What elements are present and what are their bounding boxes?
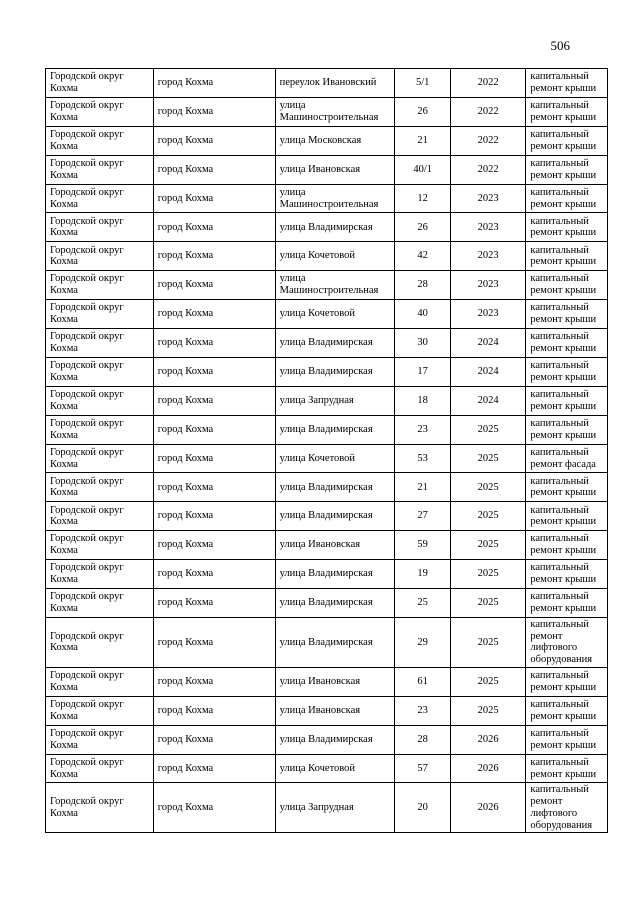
city-cell: город Кохма — [153, 589, 275, 618]
house-number-cell: 29 — [395, 617, 450, 667]
house-number-cell: 40 — [395, 300, 450, 329]
table-row — [46, 560, 608, 589]
street-cell: улица Запрудная — [275, 386, 395, 415]
work-type-cell: капитальный ремонт крыши — [526, 754, 608, 783]
district-cell: Городской округ Кохма — [46, 473, 154, 502]
street-cell: улица Кочетовой — [275, 444, 395, 473]
street-cell: переулок Ивановский — [275, 69, 395, 98]
street-cell: улица Ивановская — [275, 155, 395, 184]
house-number-cell: 59 — [395, 531, 450, 560]
house-number-cell: 53 — [395, 444, 450, 473]
table-row — [46, 589, 608, 618]
table-row — [46, 386, 608, 415]
street-cell: улица Кочетовой — [275, 754, 395, 783]
city-cell: город Кохма — [153, 444, 275, 473]
street-cell: улица Ивановская — [275, 531, 395, 560]
district-cell: Городской округ Кохма — [46, 617, 154, 667]
table-row — [46, 531, 608, 560]
year-cell: 2023 — [450, 184, 526, 213]
district-cell: Городской округ Кохма — [46, 69, 154, 98]
table-row — [46, 126, 608, 155]
year-cell: 2023 — [450, 242, 526, 271]
house-number-cell: 27 — [395, 502, 450, 531]
district-cell: Городской округ Кохма — [46, 560, 154, 589]
year-cell: 2024 — [450, 329, 526, 358]
table-row — [46, 271, 608, 300]
street-cell: улица Машиностроительная — [275, 271, 395, 300]
year-cell: 2022 — [450, 97, 526, 126]
district-cell: Городской округ Кохма — [46, 300, 154, 329]
work-type-cell: капитальный ремонт лифтового оборудования — [526, 783, 608, 833]
work-type-cell: капитальный ремонт крыши — [526, 126, 608, 155]
house-number-cell: 23 — [395, 696, 450, 725]
house-number-cell: 21 — [395, 473, 450, 502]
city-cell: город Кохма — [153, 155, 275, 184]
district-cell: Городской округ Кохма — [46, 531, 154, 560]
year-cell: 2024 — [450, 357, 526, 386]
year-cell: 2025 — [450, 589, 526, 618]
city-cell: город Кохма — [153, 617, 275, 667]
city-cell: город Кохма — [153, 242, 275, 271]
house-number-cell: 40/1 — [395, 155, 450, 184]
work-type-cell: капитальный ремонт крыши — [526, 357, 608, 386]
work-type-cell: капитальный ремонт крыши — [526, 473, 608, 502]
table-body — [46, 69, 608, 833]
district-cell: Городской округ Кохма — [46, 754, 154, 783]
work-type-cell: капитальный ремонт крыши — [526, 300, 608, 329]
district-cell: Городской округ Кохма — [46, 184, 154, 213]
house-number-cell: 20 — [395, 783, 450, 833]
district-cell: Городской округ Кохма — [46, 155, 154, 184]
table-row — [46, 415, 608, 444]
house-number-cell: 57 — [395, 754, 450, 783]
district-cell: Городской округ Кохма — [46, 97, 154, 126]
street-cell: улица Владимирская — [275, 473, 395, 502]
city-cell: город Кохма — [153, 357, 275, 386]
year-cell: 2025 — [450, 415, 526, 444]
table-row — [46, 617, 608, 667]
table-row — [46, 184, 608, 213]
district-cell: Городской округ Кохма — [46, 589, 154, 618]
city-cell: город Кохма — [153, 754, 275, 783]
year-cell: 2023 — [450, 213, 526, 242]
table-row — [46, 444, 608, 473]
year-cell: 2022 — [450, 69, 526, 98]
year-cell: 2023 — [450, 300, 526, 329]
year-cell: 2024 — [450, 386, 526, 415]
work-type-cell: капитальный ремонт крыши — [526, 242, 608, 271]
street-cell: улица Машиностроительная — [275, 97, 395, 126]
street-cell: улица Запрудная — [275, 783, 395, 833]
year-cell: 2026 — [450, 725, 526, 754]
year-cell: 2025 — [450, 560, 526, 589]
table-row — [46, 69, 608, 98]
work-type-cell: капитальный ремонт крыши — [526, 184, 608, 213]
table-row — [46, 213, 608, 242]
street-cell: улица Московская — [275, 126, 395, 155]
table-row — [46, 242, 608, 271]
city-cell: город Кохма — [153, 560, 275, 589]
street-cell: улица Владимирская — [275, 213, 395, 242]
work-type-cell: капитальный ремонт крыши — [526, 155, 608, 184]
house-number-cell: 42 — [395, 242, 450, 271]
district-cell: Городской округ Кохма — [46, 667, 154, 696]
work-type-cell: капитальный ремонт крыши — [526, 531, 608, 560]
street-cell: улица Владимирская — [275, 357, 395, 386]
work-type-cell: капитальный ремонт лифтового оборудования — [526, 617, 608, 667]
house-number-cell: 26 — [395, 97, 450, 126]
house-number-cell: 19 — [395, 560, 450, 589]
repair-schedule-table — [45, 68, 608, 833]
year-cell: 2025 — [450, 531, 526, 560]
street-cell: улица Владимирская — [275, 502, 395, 531]
work-type-cell: капитальный ремонт крыши — [526, 97, 608, 126]
district-cell: Городской округ Кохма — [46, 783, 154, 833]
year-cell: 2025 — [450, 502, 526, 531]
table-row — [46, 725, 608, 754]
table-row — [46, 97, 608, 126]
work-type-cell: капитальный ремонт крыши — [526, 271, 608, 300]
year-cell: 2025 — [450, 667, 526, 696]
street-cell: улица Ивановская — [275, 696, 395, 725]
year-cell: 2025 — [450, 473, 526, 502]
district-cell: Городской округ Кохма — [46, 386, 154, 415]
street-cell: улица Владимирская — [275, 725, 395, 754]
table-row — [46, 300, 608, 329]
work-type-cell: капитальный ремонт крыши — [526, 502, 608, 531]
district-cell: Городской округ Кохма — [46, 329, 154, 358]
page-number: 506 — [550, 38, 570, 53]
house-number-cell: 25 — [395, 589, 450, 618]
street-cell: улица Кочетовой — [275, 300, 395, 329]
city-cell: город Кохма — [153, 783, 275, 833]
district-cell: Городской округ Кохма — [46, 502, 154, 531]
house-number-cell: 21 — [395, 126, 450, 155]
city-cell: город Кохма — [153, 184, 275, 213]
house-number-cell: 26 — [395, 213, 450, 242]
city-cell: город Кохма — [153, 213, 275, 242]
work-type-cell: капитальный ремонт крыши — [526, 560, 608, 589]
table-row — [46, 783, 608, 833]
house-number-cell: 12 — [395, 184, 450, 213]
year-cell: 2023 — [450, 271, 526, 300]
table-row — [46, 502, 608, 531]
city-cell: город Кохма — [153, 126, 275, 155]
work-type-cell: капитальный ремонт крыши — [526, 725, 608, 754]
city-cell: город Кохма — [153, 667, 275, 696]
table-row — [46, 696, 608, 725]
district-cell: Городской округ Кохма — [46, 357, 154, 386]
year-cell: 2022 — [450, 155, 526, 184]
city-cell: город Кохма — [153, 531, 275, 560]
table-row — [46, 754, 608, 783]
work-type-cell: капитальный ремонт крыши — [526, 415, 608, 444]
city-cell: город Кохма — [153, 473, 275, 502]
street-cell: улица Кочетовой — [275, 242, 395, 271]
street-cell: улица Машиностроительная — [275, 184, 395, 213]
district-cell: Городской округ Кохма — [46, 271, 154, 300]
work-type-cell: капитальный ремонт крыши — [526, 386, 608, 415]
district-cell: Городской округ Кохма — [46, 444, 154, 473]
year-cell: 2025 — [450, 444, 526, 473]
district-cell: Городской округ Кохма — [46, 126, 154, 155]
city-cell: город Кохма — [153, 386, 275, 415]
year-cell: 2026 — [450, 783, 526, 833]
table-row — [46, 667, 608, 696]
city-cell: город Кохма — [153, 97, 275, 126]
table-row — [46, 473, 608, 502]
table-row — [46, 357, 608, 386]
street-cell: улица Владимирская — [275, 560, 395, 589]
district-cell: Городской округ Кохма — [46, 415, 154, 444]
work-type-cell: капитальный ремонт крыши — [526, 589, 608, 618]
work-type-cell: капитальный ремонт фасада — [526, 444, 608, 473]
table-row — [46, 329, 608, 358]
district-cell: Городской округ Кохма — [46, 696, 154, 725]
work-type-cell: капитальный ремонт крыши — [526, 667, 608, 696]
house-number-cell: 5/1 — [395, 69, 450, 98]
city-cell: город Кохма — [153, 725, 275, 754]
city-cell: город Кохма — [153, 300, 275, 329]
work-type-cell: капитальный ремонт крыши — [526, 329, 608, 358]
city-cell: город Кохма — [153, 415, 275, 444]
house-number-cell: 23 — [395, 415, 450, 444]
house-number-cell: 30 — [395, 329, 450, 358]
city-cell: город Кохма — [153, 69, 275, 98]
year-cell: 2025 — [450, 617, 526, 667]
city-cell: город Кохма — [153, 271, 275, 300]
year-cell: 2025 — [450, 696, 526, 725]
street-cell: улица Владимирская — [275, 617, 395, 667]
district-cell: Городской округ Кохма — [46, 725, 154, 754]
house-number-cell: 61 — [395, 667, 450, 696]
work-type-cell: капитальный ремонт крыши — [526, 696, 608, 725]
house-number-cell: 28 — [395, 271, 450, 300]
year-cell: 2026 — [450, 754, 526, 783]
street-cell: улица Ивановская — [275, 667, 395, 696]
city-cell: город Кохма — [153, 329, 275, 358]
district-cell: Городской округ Кохма — [46, 242, 154, 271]
street-cell: улица Владимирская — [275, 415, 395, 444]
house-number-cell: 28 — [395, 725, 450, 754]
street-cell: улица Владимирская — [275, 329, 395, 358]
work-type-cell: капитальный ремонт крыши — [526, 213, 608, 242]
street-cell: улица Владимирская — [275, 589, 395, 618]
table-row — [46, 155, 608, 184]
city-cell: город Кохма — [153, 502, 275, 531]
house-number-cell: 18 — [395, 386, 450, 415]
work-type-cell: капитальный ремонт крыши — [526, 69, 608, 98]
house-number-cell: 17 — [395, 357, 450, 386]
year-cell: 2022 — [450, 126, 526, 155]
district-cell: Городской округ Кохма — [46, 213, 154, 242]
city-cell: город Кохма — [153, 696, 275, 725]
